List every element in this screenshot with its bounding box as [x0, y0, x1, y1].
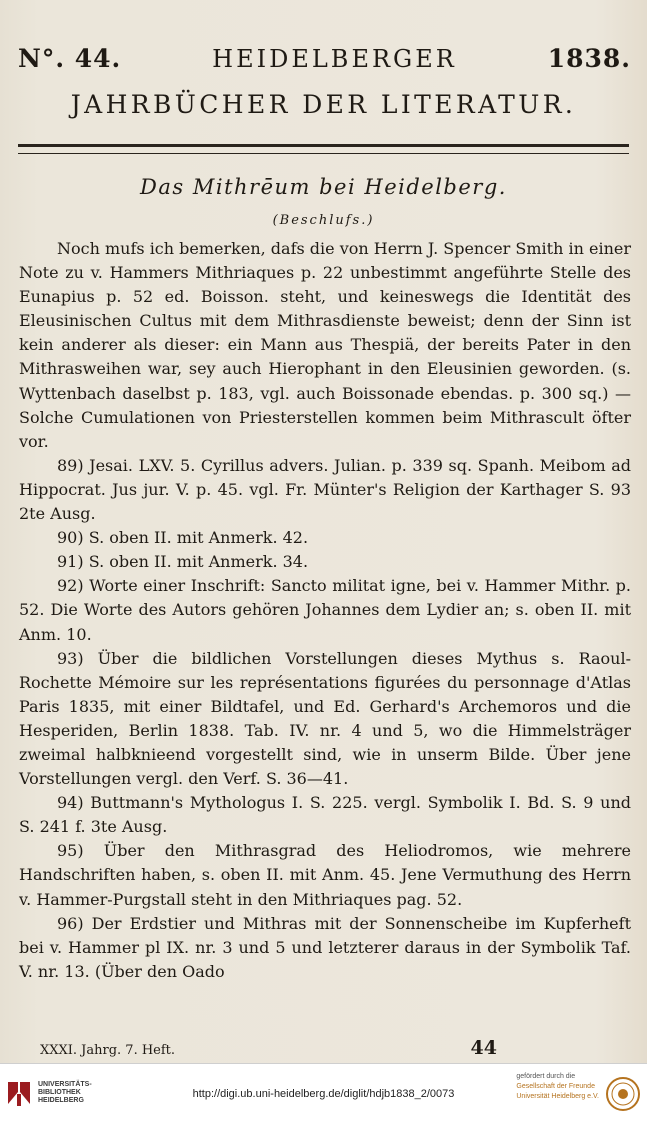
- header-rule: [18, 144, 629, 154]
- issue-year: 1838.: [547, 44, 631, 73]
- permalink-url[interactable]: http://digi.ub.uni-heidelberg.de/diglit/hdjb1838_2/0073: [192, 1088, 455, 1100]
- footnote-95: 95) Über den Mithrasgrad des Heliodromos, wie mehrere Handschriften haben, s. oben II. mit Anm. 45. Jene Vermuthung des Herrn v. Hammer-Purgstall steht in den Mithriaques pag. 52.: [19, 841, 631, 909]
- sponsor-text: gefördert durch die Gesellschaft der Freunde Universität Heidelberg e.V.: [516, 1073, 599, 1100]
- footnote-93: 93) Über die bildlichen Vorstellungen dieses Mythus s. Raoul-Rochette Mémoire sur les représentations figurées du personnage d'Atlas Paris 1835, mit einer Bildtafel, und Ed. Gerhard's Archemoros und die Hesperiden, Berlin 1838. Tab. IV. nr. 4 und 5, wo die Himmelsträger zweimal halbknieend vorgestellt sind, wie in unserm Bilde. Über jene Vorstellungen vergl. den Verf. S. 36—41.: [19, 648, 631, 789]
- body-paragraph: Noch mufs ich bemerken, dafs die von Herrn J. Spencer Smith in einer Note zu v. Hammers Mithriaques p. 22 unbestimmt angeführte Stelle des Eunapius p. 52 ed. Boisson. steht, und keineswegs die Identität des Eleusinischen Cultus mit dem Mithrasdienste beweist; denn der Sinn ist kein anderer als dieser: ein Mann aus Thespiä, der bereits Pater in den Mithrasweihen war, sey auch Hierophant in den Eleusinien geworden. (s. Wyttenbach daselbst p. 183, vgl. auch Boissonade ebendas. p. 300 sq.) — Solche Cumulationen von Priesterstellen kommen beim Mithrascult öfter vor.: [19, 239, 631, 451]
- library-name: UNIVERSITÄTS- BIBLIOTHEK HEIDELBERG: [38, 1081, 92, 1104]
- journal-name: HEIDELBERGER: [212, 45, 457, 73]
- article-title: Das Mithrēum bei Heidelberg.: [140, 175, 507, 199]
- page-footer: [40, 1037, 497, 1059]
- footnote-92: 92) Worte einer Inschrift: Sancto militat igne, bei v. Hammer Mithr. p. 52. Die Worte des Autors gehören Johannes dem Lydier an; s. oben II. mit Anm. 10.: [19, 576, 631, 644]
- sponsor-seal-icon[interactable]: [605, 1076, 641, 1112]
- footnote-90: 90) S. oben II. mit Anmerk. 42.: [57, 528, 309, 548]
- footnote-89: 89) Jesai. LXV. 5. Cyrillus advers. Julian. p. 339 sq. Spanh. Meibom ad Hippocrat. Jus jur. V. p. 45. vgl. Fr. Münter's Religion der Karthager S. 93 2te Ausg.: [19, 455, 631, 524]
- issue-signature: XXXI. Jahrg. 7. Heft.: [40, 1043, 176, 1058]
- page-number: 44: [470, 1037, 497, 1059]
- article-subtitle: (Beschlufs.): [272, 213, 375, 228]
- page-header: [18, 44, 631, 73]
- journal-title: JAHRBÜCHER DER LITERATUR.: [70, 90, 577, 119]
- footnote-91: 91) S. oben II. mit Anmerk. 34.: [57, 552, 309, 572]
- issue-number: N°. 44.: [18, 44, 122, 73]
- article-body: [19, 237, 631, 984]
- footnote-96: 96) Der Erdstier und Mithras mit der Sonnenscheibe im Kupferheft bei v. Hammer pl IX. nr. 3 und 5 und letzterer daraus in der Symbolik Taf. V. nr. 13. (Über den Oado: [19, 913, 631, 981]
- digitization-bar: [0, 1063, 647, 1122]
- footnote-94: 94) Buttmann's Mythologus I. S. 225. vergl. Symbolik I. Bd. S. 9 und S. 241 f. 3te Ausg.: [19, 793, 631, 837]
